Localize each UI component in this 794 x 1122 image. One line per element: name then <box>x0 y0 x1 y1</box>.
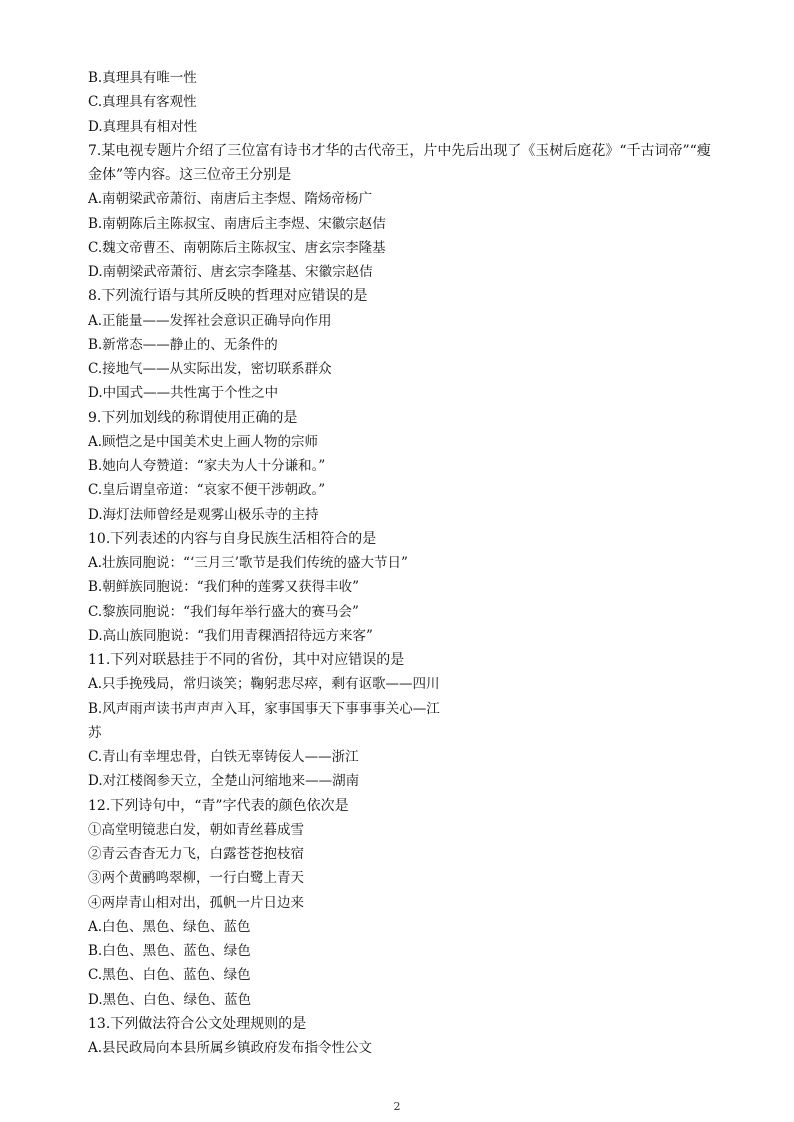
question-10-stem: 10.下列表述的内容与自身民族生活相符合的是 <box>88 530 377 547</box>
option-line: C.皇后谓皇帝道：“哀家不便干涉朝政。” <box>88 482 326 499</box>
option-line: A.南朝梁武帝萧衍、南唐后主李煜、隋炀帝杨广 <box>88 191 373 208</box>
poem-line: ④两岸青山相对出，孤帆一片日边来 <box>88 894 304 911</box>
poem-line: ②青云杳杳无力飞，白露苍苍抱枝宿 <box>88 846 304 862</box>
option-line: A.壮族同胞说：“‘三月三’歌节是我们传统的盛大节日” <box>88 555 408 571</box>
option-line: B.她向人夸赞道：“家夫为人十分谦和。” <box>88 458 326 474</box>
option-line: B.朝鲜族同胞说：“我们种的莲雾又获得丰收” <box>88 579 360 596</box>
question-7-stem: 7.某电视专题片介绍了三位富有诗书才华的古代帝王，片中先后出现了《玉树后庭花》“千古词帝”“瘦 <box>88 142 711 159</box>
question-9-stem: 9.下列加划线的称谓使用正确的是 <box>88 409 298 426</box>
option-line: C.黎族同胞说：“我们每年举行盛大的赛马会” <box>88 603 359 620</box>
document-body <box>88 66 728 1060</box>
option-line: D.南朝梁武帝萧衍、唐玄宗李隆基、宋徽宗赵佶 <box>88 264 373 280</box>
option-line: B.真理具有唯一性 <box>88 70 197 86</box>
question-11-stem: 11.下列对联悬挂于不同的省份，其中对应错误的是 <box>88 652 405 668</box>
question-7-stem-continued: 金体”等内容。这三位帝王分别是 <box>88 167 292 183</box>
option-line: A.正能量——发挥社会意识正确导向作用 <box>88 312 332 329</box>
option-line: C.魏文帝曹丕、南朝陈后主陈叔宝、唐玄宗李隆基 <box>88 239 386 256</box>
option-line: D.真理具有相对性 <box>88 118 198 135</box>
option-line: C.接地气——从实际出发，密切联系群众 <box>88 361 332 377</box>
option-line: D.对江楼阁参天立，全楚山河缩地来——湖南 <box>88 773 360 790</box>
question-12-stem: 12.下列诗句中，“青”字代表的颜色依次是 <box>88 797 349 814</box>
option-line: D.黑色、白色、绿色、蓝色 <box>88 991 252 1008</box>
option-line: D.海灯法师曾经是观雾山极乐寺的主持 <box>88 506 319 523</box>
option-line: C.真理具有客观性 <box>88 94 197 111</box>
option-line: D.中国式——共性寓于个性之中 <box>88 385 279 402</box>
option-line: A.白色、黑色、绿色、蓝色 <box>88 918 251 935</box>
option-line: C.黑色、白色、蓝色、绿色 <box>88 967 251 984</box>
option-line: A.只手挽残局，常归谈笑；鞠躬悲尽瘁，剩有讴歌——四川 <box>88 676 440 693</box>
option-line: B.白色、黑色、蓝色、绿色 <box>88 943 251 959</box>
option-line: A.顾恺之是中国美术史上画人物的宗师 <box>88 433 319 450</box>
poem-line: ③两个黄鹂鸣翠柳，一行白鹭上青天 <box>88 870 304 887</box>
option-line: B.新常态——静止的、无条件的 <box>88 336 278 353</box>
question-13-stem: 13.下列做法符合公文处理规则的是 <box>88 1015 307 1032</box>
option-line: C.青山有幸埋忠骨，白铁无辜铸佞人——浙江 <box>88 749 359 765</box>
question-8-stem: 8.下列流行语与其所反映的哲理对应错误的是 <box>88 288 368 305</box>
poem-line: ①高堂明镜悲白发，朝如青丝暮成雪 <box>88 821 304 838</box>
option-line: B.风声雨声读书声声声入耳，家事国事天下事事事关心—江 <box>88 700 440 717</box>
option-line-continued: 苏 <box>88 724 102 741</box>
option-line: D.高山族同胞说：“我们用青稞酒招待远方来客” <box>88 627 373 644</box>
option-line: A.县民政局向本县所属乡镇政府发布指令性公文 <box>88 1040 373 1056</box>
page-number: 2 <box>393 1100 401 1113</box>
option-line: B.南朝陈后主陈叔宝、南唐后主李煜、宋徽宗赵佶 <box>88 215 386 232</box>
